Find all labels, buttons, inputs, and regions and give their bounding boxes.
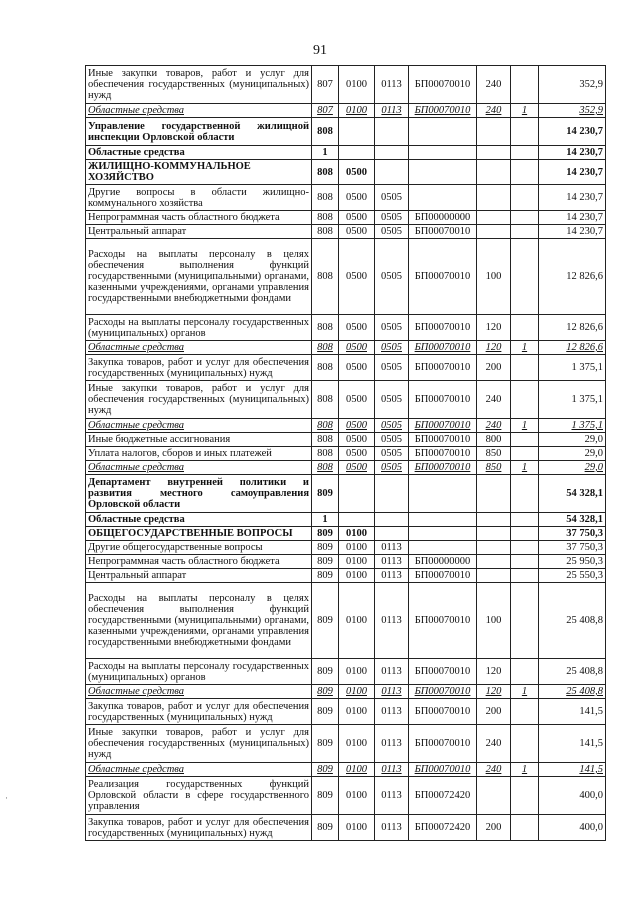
cell-name: Расходы на выплаты персоналу в целях обеспечения выполнения функций государственными (муниципальными) органами, казенными учреждениями, органами управления государственными внебюджетными фондами (86, 239, 312, 315)
cell-funding-source (511, 146, 539, 160)
table-row (86, 239, 606, 315)
cell-target-article (409, 118, 477, 146)
table-row (86, 355, 606, 381)
cell-funding-source (511, 527, 539, 541)
cell-amount: 25 408,8 (539, 583, 606, 659)
cell-section: 0100 (339, 725, 375, 763)
cell-target-article (409, 513, 477, 527)
cell-section: 0100 (339, 763, 375, 777)
cell-grbs: 809 (312, 583, 339, 659)
cell-name: Областные средства (86, 419, 312, 433)
cell-funding-source (511, 118, 539, 146)
cell-amount: 14 230,7 (539, 146, 606, 160)
table-row (86, 381, 606, 419)
cell-expense-type: 240 (477, 725, 511, 763)
cell-expense-type: 850 (477, 461, 511, 475)
cell-amount: 400,0 (539, 777, 606, 815)
cell-expense-type: 200 (477, 815, 511, 841)
table-row (86, 66, 606, 104)
cell-subsection: 0113 (375, 104, 409, 118)
cell-funding-source (511, 433, 539, 447)
cell-name: Непрограммная часть областного бюджета (86, 555, 312, 569)
table-row (86, 315, 606, 341)
table-row (86, 475, 606, 513)
cell-section: 0500 (339, 419, 375, 433)
cell-subsection (375, 160, 409, 185)
table-row (86, 185, 606, 211)
cell-name: Областные средства (86, 341, 312, 355)
cell-section: 0500 (339, 461, 375, 475)
table-row (86, 211, 606, 225)
cell-funding-source (511, 569, 539, 583)
cell-expense-type (477, 777, 511, 815)
cell-subsection: 0113 (375, 815, 409, 841)
cell-expense-type: 240 (477, 381, 511, 419)
cell-amount: 141,5 (539, 763, 606, 777)
cell-amount: 12 826,6 (539, 239, 606, 315)
cell-expense-type (477, 541, 511, 555)
table-row (86, 777, 606, 815)
cell-amount: 29,0 (539, 433, 606, 447)
cell-section: 0500 (339, 315, 375, 341)
cell-grbs: 809 (312, 475, 339, 513)
cell-name: Реализация государственных функций Орловской области в сфере государственного управления (86, 777, 312, 815)
cell-name: Расходы на выплаты персоналу государственных (муниципальных) органов (86, 315, 312, 341)
cell-name: Иные закупки товаров, работ и услуг для обеспечения государственных (муниципальных) нужд (86, 381, 312, 419)
cell-amount: 29,0 (539, 447, 606, 461)
cell-grbs: 809 (312, 699, 339, 725)
cell-subsection: 0113 (375, 569, 409, 583)
cell-section: 0100 (339, 685, 375, 699)
cell-subsection: 0505 (375, 225, 409, 239)
cell-name: Департамент внутренней политики и развития местного самоуправления Орловской области (86, 475, 312, 513)
page-number: 91 (313, 43, 327, 58)
cell-target-article (409, 541, 477, 555)
cell-funding-source (511, 185, 539, 211)
cell-grbs: 808 (312, 381, 339, 419)
cell-section: 0500 (339, 447, 375, 461)
cell-name: Закупка товаров, работ и услуг для обеспечения государственных (муниципальных) нужд (86, 699, 312, 725)
cell-subsection: 0505 (375, 447, 409, 461)
table-row (86, 541, 606, 555)
cell-expense-type (477, 513, 511, 527)
cell-section: 0100 (339, 659, 375, 685)
cell-amount: 37 750,3 (539, 541, 606, 555)
cell-section: 0500 (339, 225, 375, 239)
cell-grbs: 808 (312, 355, 339, 381)
cell-funding-source (511, 239, 539, 315)
cell-target-article: БП00070010 (409, 381, 477, 419)
cell-target-article (409, 146, 477, 160)
cell-expense-type (477, 211, 511, 225)
cell-subsection: 0113 (375, 763, 409, 777)
cell-expense-type (477, 555, 511, 569)
cell-target-article: БП00072420 (409, 815, 477, 841)
cell-grbs: 808 (312, 160, 339, 185)
cell-section (339, 475, 375, 513)
cell-section: 0100 (339, 699, 375, 725)
cell-subsection (375, 118, 409, 146)
cell-target-article (409, 160, 477, 185)
table-row (86, 725, 606, 763)
cell-grbs: 1 (312, 513, 339, 527)
cell-name: Центральный аппарат (86, 569, 312, 583)
cell-grbs: 809 (312, 527, 339, 541)
cell-name: Областные средства (86, 685, 312, 699)
cell-grbs: 809 (312, 815, 339, 841)
cell-subsection: 0505 (375, 433, 409, 447)
table-row (86, 815, 606, 841)
cell-expense-type: 240 (477, 763, 511, 777)
cell-section (339, 513, 375, 527)
cell-section: 0100 (339, 527, 375, 541)
cell-amount: 1 375,1 (539, 419, 606, 433)
cell-funding-source: 1 (511, 685, 539, 699)
cell-name: Областные средства (86, 104, 312, 118)
table-row (86, 461, 606, 475)
cell-target-article (409, 185, 477, 211)
cell-funding-source (511, 555, 539, 569)
cell-target-article (409, 527, 477, 541)
cell-name: Другие вопросы в области жилищно-коммунального хозяйства (86, 185, 312, 211)
cell-target-article: БП00070010 (409, 569, 477, 583)
cell-subsection (375, 475, 409, 513)
cell-amount: 14 230,7 (539, 160, 606, 185)
cell-amount: 14 230,7 (539, 225, 606, 239)
cell-expense-type: 200 (477, 699, 511, 725)
cell-expense-type (477, 225, 511, 239)
cell-expense-type (477, 118, 511, 146)
cell-subsection: 0113 (375, 659, 409, 685)
cell-expense-type: 800 (477, 433, 511, 447)
table-row (86, 160, 606, 185)
cell-subsection: 0505 (375, 381, 409, 419)
table-row (86, 419, 606, 433)
cell-expense-type: 240 (477, 419, 511, 433)
cell-subsection: 0113 (375, 777, 409, 815)
cell-name: ЖИЛИЩНО-КОММУНАЛЬНОЕ ХОЗЯЙСТВО (86, 160, 312, 185)
cell-subsection: 0113 (375, 725, 409, 763)
cell-section (339, 118, 375, 146)
cell-subsection: 0505 (375, 461, 409, 475)
cell-target-article: БП00070010 (409, 685, 477, 699)
table-row (86, 685, 606, 699)
cell-expense-type (477, 185, 511, 211)
cell-funding-source: 1 (511, 419, 539, 433)
cell-funding-source (511, 815, 539, 841)
cell-amount: 141,5 (539, 699, 606, 725)
cell-section: 0100 (339, 541, 375, 555)
table-row (86, 555, 606, 569)
cell-grbs: 809 (312, 659, 339, 685)
cell-section: 0500 (339, 341, 375, 355)
cell-funding-source (511, 447, 539, 461)
cell-target-article: БП00070010 (409, 447, 477, 461)
cell-name: Закупка товаров, работ и услуг для обеспечения государственных (муниципальных) нужд (86, 815, 312, 841)
cell-expense-type: 850 (477, 447, 511, 461)
cell-subsection: 0505 (375, 341, 409, 355)
cell-grbs: 808 (312, 225, 339, 239)
cell-section: 0500 (339, 185, 375, 211)
cell-funding-source: 1 (511, 341, 539, 355)
table-row (86, 583, 606, 659)
cell-grbs: 808 (312, 433, 339, 447)
cell-subsection: 0113 (375, 541, 409, 555)
cell-funding-source (511, 659, 539, 685)
cell-subsection (375, 146, 409, 160)
cell-expense-type: 100 (477, 583, 511, 659)
cell-section: 0100 (339, 815, 375, 841)
cell-name: Областные средства (86, 461, 312, 475)
margin-mark: · (5, 793, 8, 803)
cell-funding-source (511, 513, 539, 527)
cell-amount: 141,5 (539, 725, 606, 763)
cell-funding-source (511, 699, 539, 725)
cell-amount: 54 328,1 (539, 513, 606, 527)
cell-name: Областные средства (86, 146, 312, 160)
cell-amount: 1 375,1 (539, 355, 606, 381)
cell-expense-type: 240 (477, 104, 511, 118)
table-row (86, 447, 606, 461)
cell-funding-source: 1 (511, 461, 539, 475)
cell-subsection: 0505 (375, 211, 409, 225)
table-body (86, 66, 606, 841)
cell-grbs: 809 (312, 763, 339, 777)
cell-amount: 14 230,7 (539, 185, 606, 211)
cell-subsection: 0113 (375, 555, 409, 569)
cell-target-article (409, 475, 477, 513)
cell-target-article: БП00000000 (409, 555, 477, 569)
cell-subsection: 0505 (375, 185, 409, 211)
cell-grbs: 808 (312, 211, 339, 225)
cell-target-article: БП00070010 (409, 66, 477, 104)
cell-expense-type: 240 (477, 66, 511, 104)
table-row (86, 763, 606, 777)
cell-section: 0100 (339, 66, 375, 104)
cell-grbs: 807 (312, 66, 339, 104)
cell-amount: 25 950,3 (539, 555, 606, 569)
cell-funding-source (511, 583, 539, 659)
cell-grbs: 1 (312, 146, 339, 160)
cell-grbs: 809 (312, 555, 339, 569)
cell-section: 0500 (339, 160, 375, 185)
cell-expense-type: 120 (477, 341, 511, 355)
cell-grbs: 808 (312, 239, 339, 315)
cell-amount: 12 826,6 (539, 315, 606, 341)
cell-target-article: БП00070010 (409, 659, 477, 685)
cell-amount: 352,9 (539, 66, 606, 104)
cell-name: Расходы на выплаты персоналу в целях обеспечения выполнения функций государственными (муниципальными) органами, казенными учреждениями, органами управления государственными внебюджетными фондами (86, 583, 312, 659)
cell-name: Иные бюджетные ассигнования (86, 433, 312, 447)
table-row (86, 146, 606, 160)
cell-section: 0500 (339, 355, 375, 381)
cell-grbs: 808 (312, 185, 339, 211)
cell-subsection (375, 527, 409, 541)
cell-amount: 352,9 (539, 104, 606, 118)
cell-grbs: 809 (312, 569, 339, 583)
cell-target-article: БП00070010 (409, 341, 477, 355)
cell-amount: 14 230,7 (539, 211, 606, 225)
cell-name: Закупка товаров, работ и услуг для обеспечения государственных (муниципальных) нужд (86, 355, 312, 381)
cell-section: 0100 (339, 569, 375, 583)
cell-section: 0100 (339, 583, 375, 659)
table-row (86, 527, 606, 541)
cell-section: 0500 (339, 239, 375, 315)
cell-section: 0500 (339, 211, 375, 225)
cell-subsection: 0113 (375, 685, 409, 699)
cell-name: Центральный аппарат (86, 225, 312, 239)
cell-section: 0500 (339, 381, 375, 419)
cell-grbs: 808 (312, 315, 339, 341)
cell-amount: 29,0 (539, 461, 606, 475)
cell-subsection: 0505 (375, 315, 409, 341)
cell-funding-source (511, 315, 539, 341)
cell-target-article: БП00070010 (409, 419, 477, 433)
cell-expense-type (477, 160, 511, 185)
cell-target-article: БП00070010 (409, 239, 477, 315)
cell-funding-source (511, 211, 539, 225)
cell-funding-source (511, 475, 539, 513)
cell-expense-type (477, 146, 511, 160)
cell-amount: 12 826,6 (539, 341, 606, 355)
cell-target-article: БП00070010 (409, 725, 477, 763)
cell-funding-source: 1 (511, 763, 539, 777)
cell-target-article: БП00072420 (409, 777, 477, 815)
cell-name: Уплата налогов, сборов и иных платежей (86, 447, 312, 461)
cell-target-article: БП00070010 (409, 104, 477, 118)
cell-amount: 25 408,8 (539, 685, 606, 699)
cell-funding-source: 1 (511, 104, 539, 118)
cell-funding-source (511, 160, 539, 185)
cell-amount: 1 375,1 (539, 381, 606, 419)
cell-section: 0100 (339, 104, 375, 118)
cell-subsection: 0113 (375, 66, 409, 104)
cell-subsection: 0113 (375, 583, 409, 659)
cell-name: Расходы на выплаты персоналу государственных (муниципальных) органов (86, 659, 312, 685)
cell-target-article: БП00070010 (409, 461, 477, 475)
cell-funding-source (511, 541, 539, 555)
table-row (86, 513, 606, 527)
table-row (86, 118, 606, 146)
cell-amount: 37 750,3 (539, 527, 606, 541)
cell-section (339, 146, 375, 160)
cell-target-article: БП00070010 (409, 225, 477, 239)
cell-name: Непрограммная часть областного бюджета (86, 211, 312, 225)
cell-grbs: 807 (312, 104, 339, 118)
table-row (86, 341, 606, 355)
cell-expense-type: 120 (477, 685, 511, 699)
cell-grbs: 808 (312, 341, 339, 355)
cell-section: 0100 (339, 555, 375, 569)
cell-subsection (375, 513, 409, 527)
cell-grbs: 809 (312, 725, 339, 763)
cell-name: Иные закупки товаров, работ и услуг для обеспечения государственных (муниципальных) нужд (86, 66, 312, 104)
cell-target-article: БП00070010 (409, 583, 477, 659)
cell-section: 0100 (339, 777, 375, 815)
cell-target-article: БП00070010 (409, 315, 477, 341)
cell-amount: 14 230,7 (539, 118, 606, 146)
cell-expense-type (477, 527, 511, 541)
cell-grbs: 809 (312, 685, 339, 699)
cell-target-article: БП00070010 (409, 355, 477, 381)
cell-expense-type: 100 (477, 239, 511, 315)
cell-funding-source (511, 225, 539, 239)
cell-target-article: БП00070010 (409, 699, 477, 725)
cell-grbs: 809 (312, 541, 339, 555)
cell-target-article: БП00070010 (409, 433, 477, 447)
cell-name: Управление государственной жилищной инспекции Орловской области (86, 118, 312, 146)
cell-amount: 400,0 (539, 815, 606, 841)
cell-subsection: 0505 (375, 239, 409, 315)
cell-funding-source (511, 355, 539, 381)
cell-expense-type: 120 (477, 659, 511, 685)
cell-expense-type: 120 (477, 315, 511, 341)
cell-grbs: 808 (312, 419, 339, 433)
table-row (86, 659, 606, 685)
cell-expense-type (477, 569, 511, 583)
cell-funding-source (511, 777, 539, 815)
table-row (86, 225, 606, 239)
cell-name: ОБЩЕГОСУДАРСТВЕННЫЕ ВОПРОСЫ (86, 527, 312, 541)
cell-grbs: 808 (312, 118, 339, 146)
cell-amount: 54 328,1 (539, 475, 606, 513)
cell-funding-source (511, 66, 539, 104)
cell-grbs: 808 (312, 461, 339, 475)
cell-grbs: 809 (312, 777, 339, 815)
cell-expense-type: 200 (477, 355, 511, 381)
table-row (86, 433, 606, 447)
table-row (86, 569, 606, 583)
cell-grbs: 808 (312, 447, 339, 461)
cell-amount: 25 550,3 (539, 569, 606, 583)
cell-target-article: БП00070010 (409, 763, 477, 777)
cell-funding-source (511, 725, 539, 763)
cell-subsection: 0505 (375, 355, 409, 381)
cell-name: Областные средства (86, 763, 312, 777)
cell-name: Областные средства (86, 513, 312, 527)
cell-subsection: 0113 (375, 699, 409, 725)
cell-section: 0500 (339, 433, 375, 447)
cell-target-article: БП00000000 (409, 211, 477, 225)
cell-expense-type (477, 475, 511, 513)
budget-table (85, 65, 606, 841)
table-row (86, 104, 606, 118)
cell-name: Другие общегосударственные вопросы (86, 541, 312, 555)
table-row (86, 699, 606, 725)
cell-subsection: 0505 (375, 419, 409, 433)
cell-amount: 25 408,8 (539, 659, 606, 685)
cell-name: Иные закупки товаров, работ и услуг для обеспечения государственных (муниципальных) нужд (86, 725, 312, 763)
cell-funding-source (511, 381, 539, 419)
